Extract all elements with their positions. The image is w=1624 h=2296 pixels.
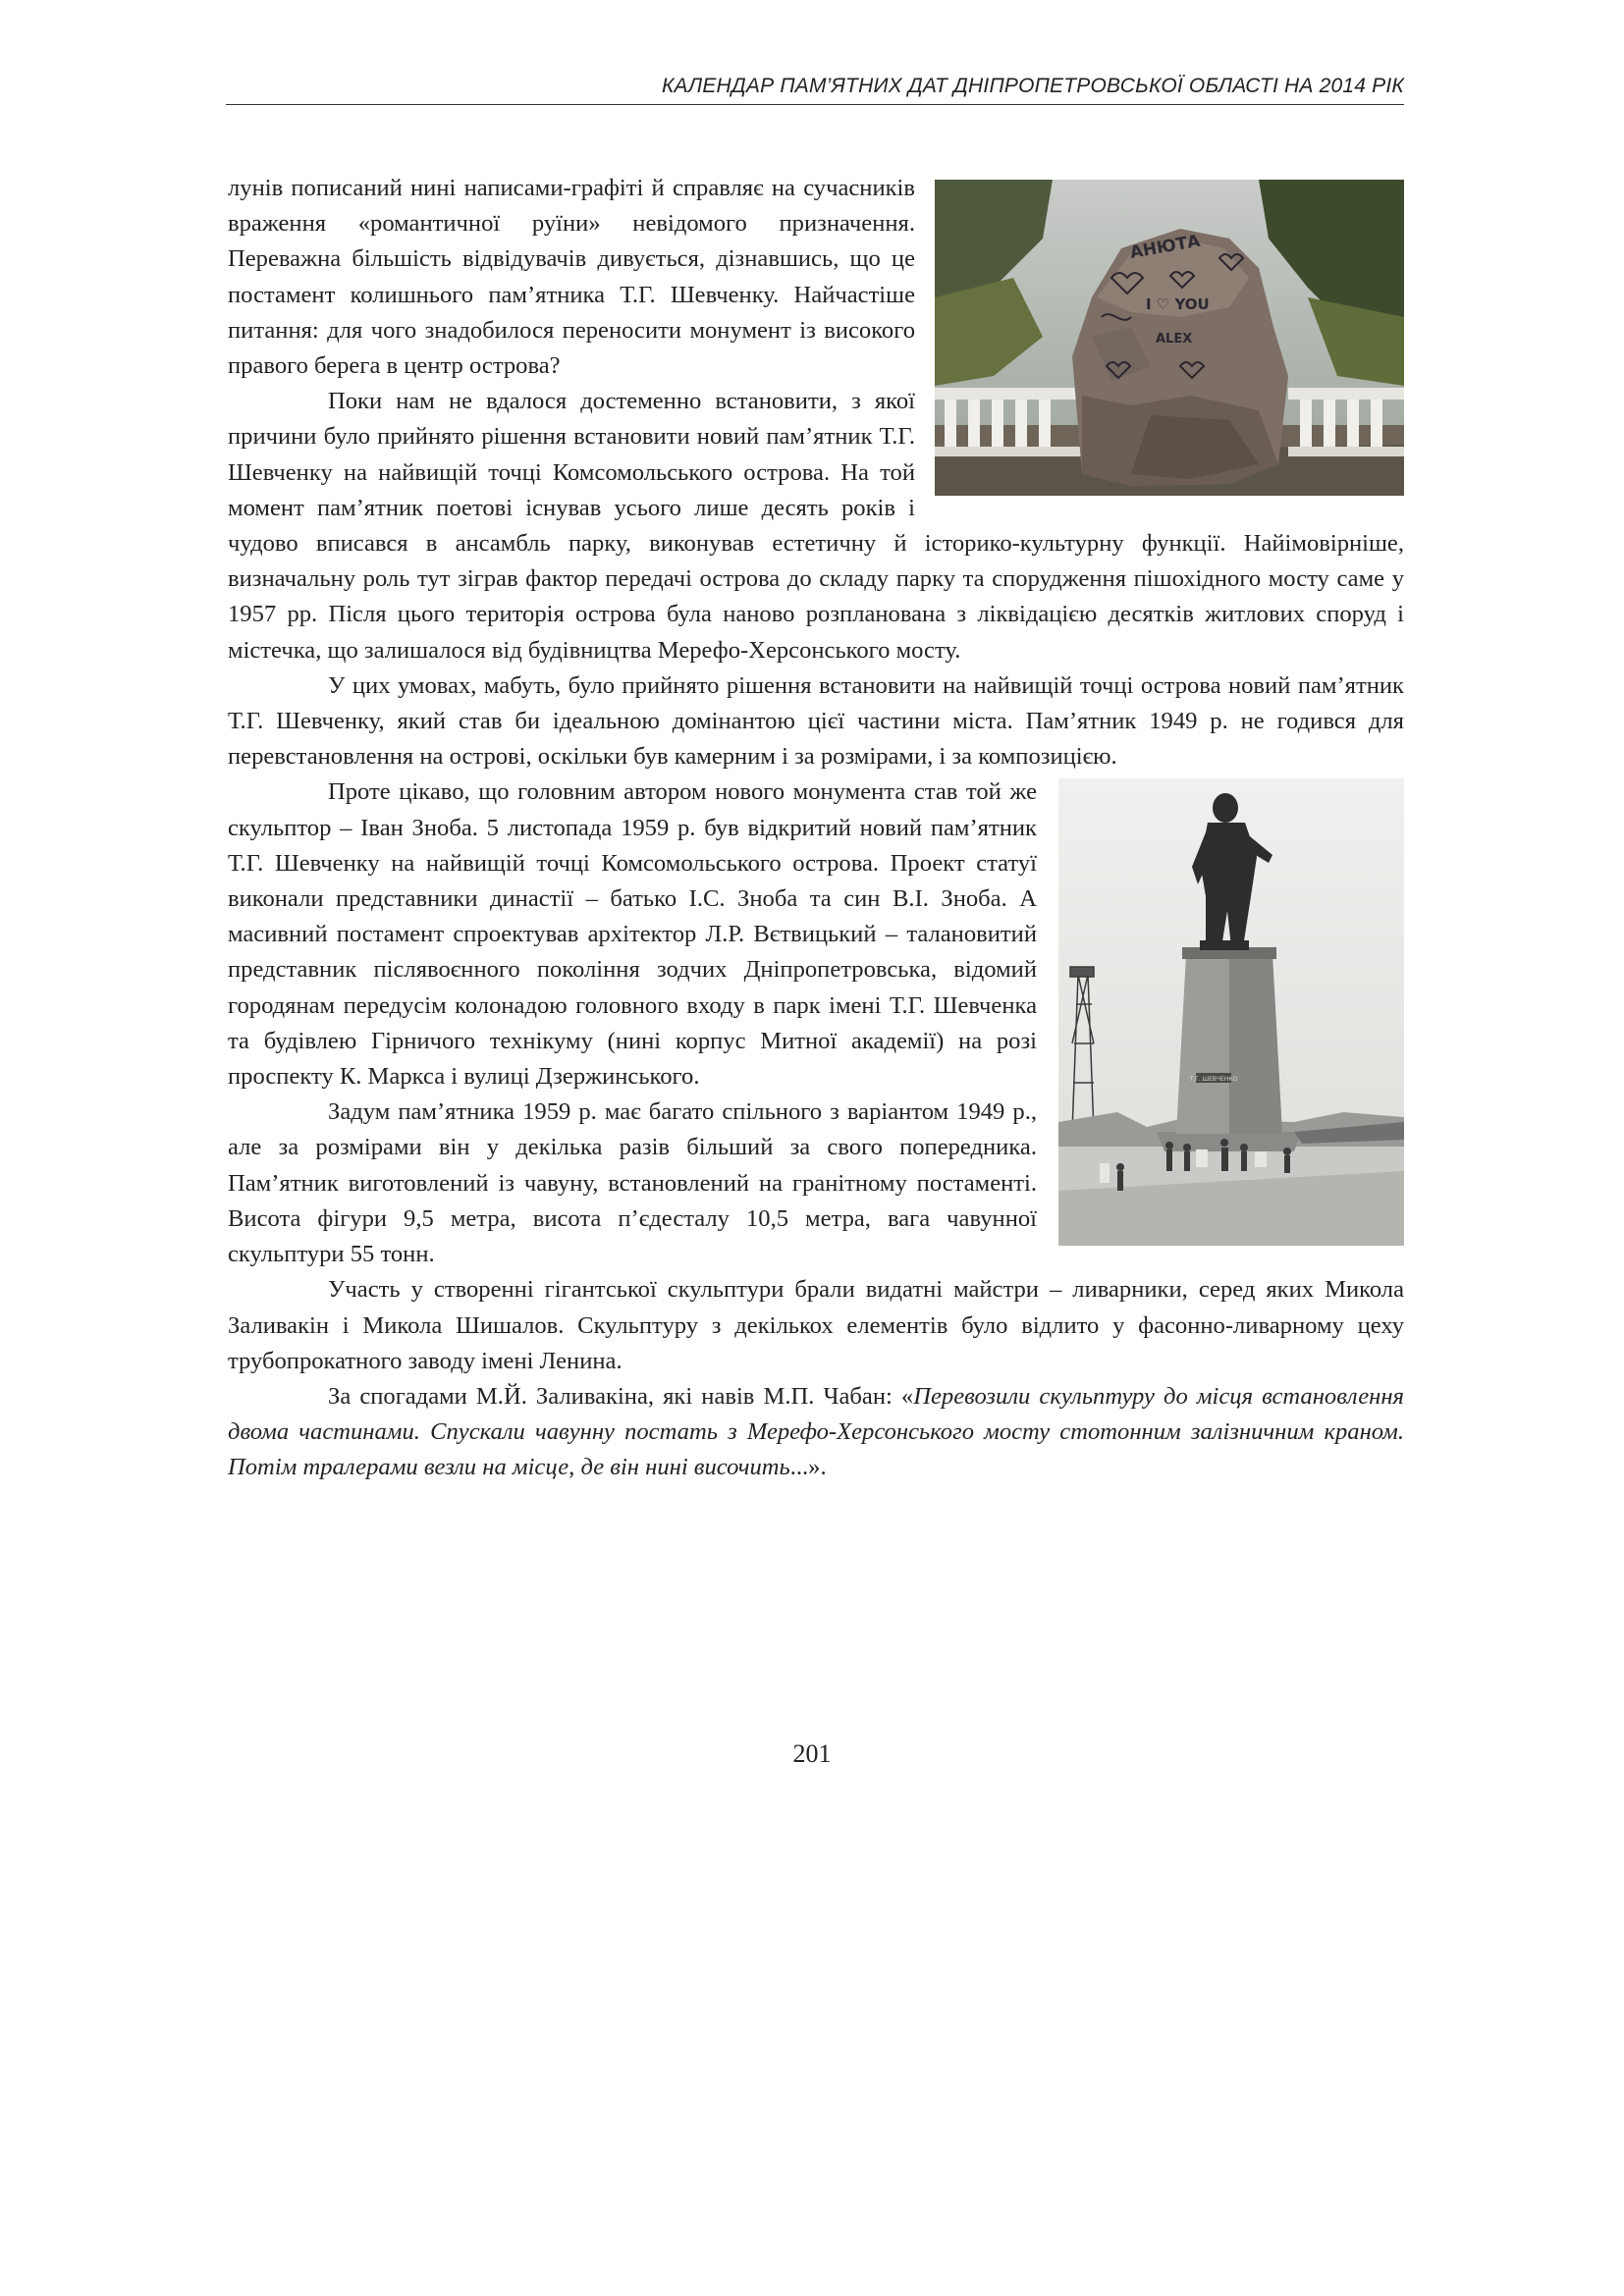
photo-shevchenko-monument [1058,778,1404,1246]
paragraph-6: Участь у створенні гігантської скульптури брали видатні майстри – ливарники, серед яких Микола Заливакін і Микола Шишалов. Скульптуру з декількох елементів було відлито у фасонно-ливарному цеху трубопрокатного заводу імені Ленина. [228,1276,1404,1374]
running-header [226,69,1404,105]
paragraph-4: Проте цікаво, що головним автором нового монумента став той же скульптор – Іван Зноба. 5 листопада 1959 р. був відкритий новий пам’ятник Т.Г. Шевченку на найвищій точці Комсомольського острова. Проект статуї виконали представники династії – батько І.С. Зноба та син В.І. Зноба. А масивний постамент спроектував архітектор Л.Р. Вєтвицький – талановитий представник післявоєнного покоління зодчих Дніпропетровська, відомий городянам передусім колонадою головного входу в парк імені Т.Г. Шевченка та будівлею Гірничого технікуму (нині корпус Митної академії) на розі проспекту К. Маркса і вулиці Дзержинського. [228,778,1037,1091]
photo-graffiti-pedestal [935,180,1404,496]
paragraph-5: Задум пам’ятника 1959 р. має багато спільного з варіантом 1949 р., але за розмірами він у декілька разів більший за свого попередника. Пам’ятник виготовлений із чавуну, встановлений на гранітному постаменті. Висота фігури 9,5 метра, висота п’єдесталу 10,5 метра, вага чавунної скульптури 55 тонн. [228,1098,1037,1268]
graffiti-text-1: АНЮТА [1128,231,1202,263]
quote-tail: ...». [789,1454,827,1481]
shevchenko-monument-image [1058,778,1404,1246]
paragraph-3: У цих умовах, мабуть, було прийнято рішення встановити на найвищій точці острова новий пам’ятник Т.Г. Шевченку, який став би ідеальною домінантою цієї частини міста. Пам’ятник 1949 р. не годився для перевстановлення на острові, оскільки був камерним і за розмірами, і за композицією. [228,671,1404,771]
body-text [228,171,1404,1486]
paragraph-1: лунів пописаний нині написами-графіті й справляє на сучасників враження «романтичної руїни» невідомого призначення. Переважна більшість відвідувачів дивується, дізнавшись, що це постамент колишнього пам’ятника Т.Г. Шевченку. Найчастіше питання: для чого знадобилося переносити монумент із високого правого берега в центр острова? [228,175,915,380]
monument-plaque: Т.Г. ШЕВЧЕНКО [1189,1076,1238,1084]
paragraph-2: Поки нам не вдалося достеменно встановити, з якої причини було прийнято рішення встановити новий пам’ятник Т.Г. Шевченку на найвищій точці Комсомольського острова. На той момент пам’ятник поетові існував усього лише десять років і чудово вписався в ансамбль парку, виконував естетичну й історико-культурну функції. Найімовірніше, визначальну роль тут зіграв фактор передачі острова до складу парку та спорудження пішохідного мосту саме у 1957 рр. Після цього територія острова була наново розпланована з ліквідацією десятків житлових споруд і містечка, що залишалося від будівництва Мерефо-Херсонського мосту. [228,388,1404,664]
paragraph-7-quotation [228,1379,1404,1486]
running-title: КАЛЕНДАР ПАМ’ЯТНИХ ДАТ ДНІПРОПЕТРОВСЬКОЇ ОБЛАСТІ НА 2014 РІК [661,75,1404,97]
graffiti-pedestal-image [935,180,1404,496]
quote-lead: За спогадами М.Й. Заливакіна, які навів М.П. Чабан: « [328,1382,914,1410]
quote-text: Перевозили скульптуру до місця встановлення двома частинами. Спускали чавунну постать з Мерефо-Херсонського мосту стотонним залізничним краном. Потім тралерами везли на місце, де він нині височить [228,1382,1404,1481]
page-number: 201 [792,1739,832,1768]
graffiti-text-3: ALEX [1156,332,1193,347]
graffiti-text-2: I ♡ YOU [1146,295,1210,313]
